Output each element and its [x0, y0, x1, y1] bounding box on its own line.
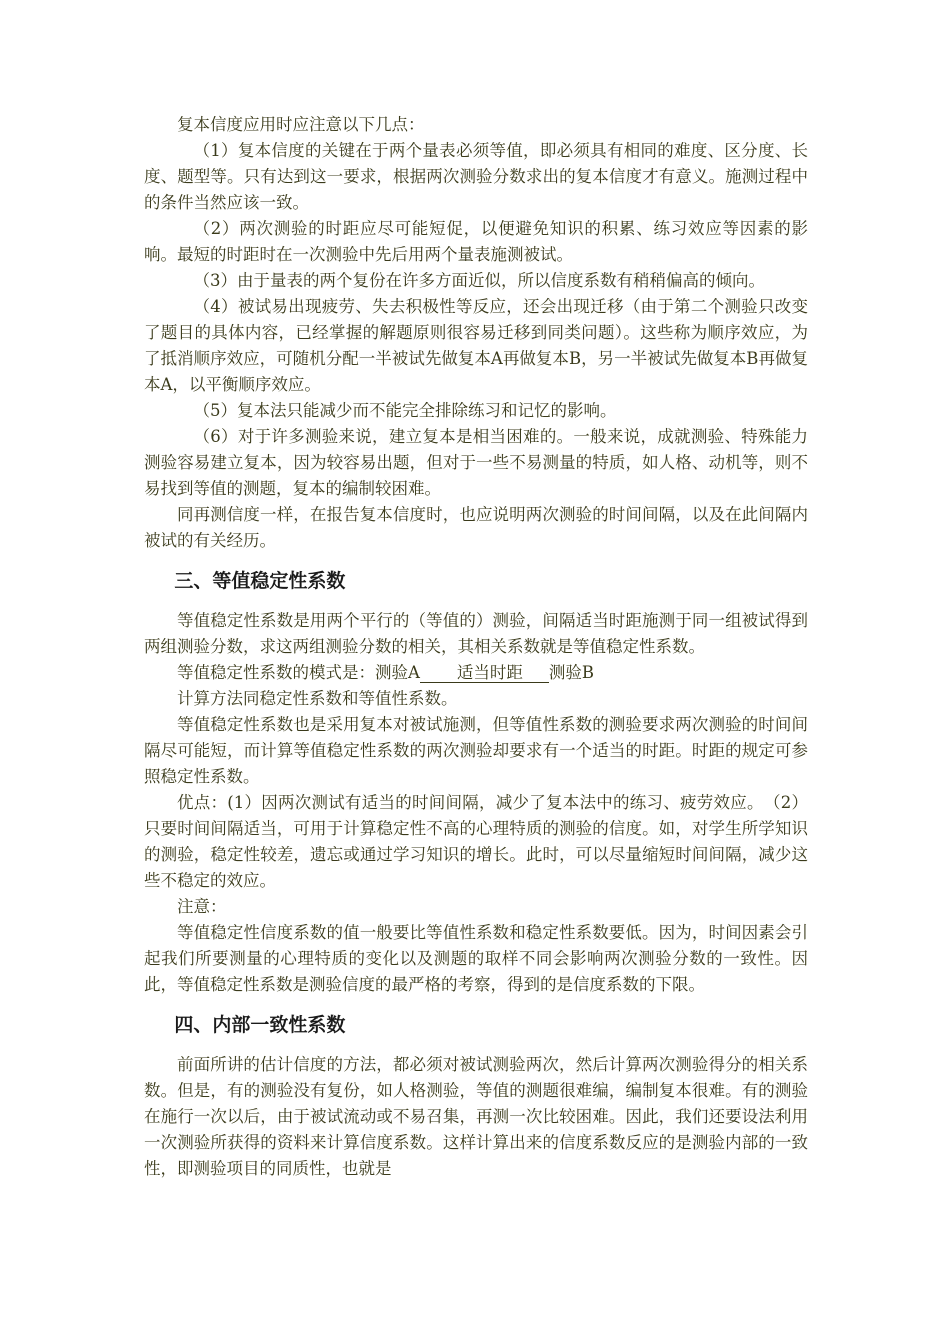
formula-prefix: 等值稳定性系数的模式是：测验A [177, 663, 420, 682]
formula-line [144, 660, 808, 686]
point-3: （3）由于量表的两个复份在许多方面近似，所以信度系数有稍稍偏高的倾向。 [193, 271, 765, 290]
point-4: （4）被试易出现疲劳、失去积极性等反应，还会出现迁移（由于第二个测验只改变了题目的具体内容，已经掌握的解题原则很容易迁移到同类问题）。这些称为顺序效应，为了抵消顺序效应，可随机分配一半被试先做复本A再做复本B，另一半被试先做复本B再做复本A，以平衡顺序效应。 [144, 297, 808, 394]
formula-suffix: 测验B [548, 663, 595, 682]
section-3-heading: 三、等值稳定性系数 [174, 570, 346, 592]
note-label: 注意： [177, 897, 227, 916]
point-1: （1）复本信度的关键在于两个量表必须等值，即必须具有相同的难度、区分度、长度、题型等。只有达到这一要求，根据两次测验分数求出的复本信度才有意义。施测过程中的条件当然应该一致。 [144, 141, 808, 212]
section-3-paragraph-2: 计算方法同稳定性系数和等值性系数。 [177, 689, 458, 708]
closing-paragraph: 同再测信度一样，在报告复本信度时，也应说明两次测验的时间间隔，以及在此间隔内被试的有关经历。 [144, 505, 808, 550]
section-3-paragraph-1: 等值稳定性系数是用两个平行的（等值的）测验，间隔适当时距施测于同一组被试得到两组测验分数，求这两组测验分数的相关，其相关系数就是等值稳定性系数。 [144, 611, 808, 656]
formula-gap: 适当时距 [420, 664, 549, 683]
point-2: （2）两次测验的时距应尽可能短促，以便避免知识的积累、练习效应等因素的影响。最短的时距时在一次测验中先后用两个量表施测被试。 [144, 219, 808, 264]
section-3-paragraph-5: 等值稳定性信度系数的值一般要比等值性系数和稳定性系数要低。因为，时间因素会引起我们所要测量的心理特质的变化以及测题的取样不同会影响两次测验分数的一致性。因此，等值稳定性系数是测验信度的最严格的考察，得到的是信度系数的下限。 [144, 923, 808, 994]
section-4-paragraph-1: 前面所讲的估计信度的方法，都必须对被试测验两次，然后计算两次测验得分的相关系数。但是，有的测验没有复份，如人格测验，等值的测题很难编，编制复本很难。有的测验在施行一次以后，由于被试流动或不易召集，再测一次比较困难。因此，我们还要设法利用一次测验所获得的资料来计算信度系数。这样计算出来的信度系数反应的是测验内部的一致性，即测验项目的同质性，也就是 [144, 1055, 808, 1178]
section-4-heading: 四、内部一致性系数 [174, 1014, 346, 1036]
section-3-paragraph-3: 等值稳定性系数也是采用复本对被试施测，但等值性系数的测验要求两次测验的时间间隔尽可能短，而计算等值稳定性系数的两次测验却要求有一个适当的时距。时距的规定可参照稳定性系数。 [144, 715, 808, 786]
point-5: （5）复本法只能减少而不能完全排除练习和记忆的影响。 [193, 401, 617, 420]
intro-paragraph: 复本信度应用时应注意以下几点： [177, 115, 425, 134]
document-page [144, 112, 808, 1182]
section-3-advantages: 优点：(1）因两次测试有适当的时间间隔，减少了复本法中的练习、疲劳效应。 （2）只要时间间隔适当，可用于计算稳定性不高的心理特质的测验的信度。如，对学生所学知识的测验，稳定性较差，遗忘或通过学习知识的增长。此时，可以尽量缩短时间间隔，减少这些不稳定的效应。 [144, 793, 808, 890]
point-6: （6）对于许多测验来说，建立复本是相当困难的。一般来说，成就测验、特殊能力测验容易建立复本，因为较容易出题，但对于一些不易测量的特质，如人格、动机等，则不易找到等值的测题，复本的编制较困难。 [144, 427, 808, 498]
